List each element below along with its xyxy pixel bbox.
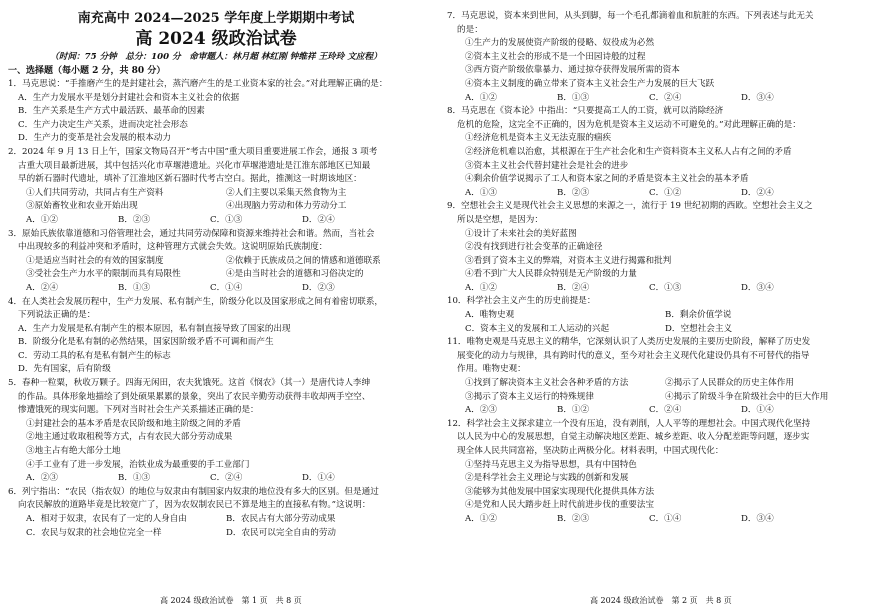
- option-item: A．②③: [465, 405, 497, 416]
- option-item: C．资本主义的发展和工人运动的兴起: [465, 323, 610, 334]
- exam-title: 南充高中 2024—2025 学年度上学期期中考试: [77, 11, 355, 26]
- question-line: 展变化的动力与规律，具有跨时代的意义，至今对社会主义现代化建设仍具有不可替代的指导: [457, 350, 810, 361]
- option-item: A．①③: [465, 187, 497, 198]
- question-line: B．阶级分化是私有制的必然结果，国家因阶级矛盾不可调和而产生: [18, 337, 274, 348]
- option-pair-row: [8, 513, 424, 527]
- option-item: A．①②: [465, 92, 497, 103]
- option-item: A．②④: [26, 282, 58, 293]
- question-line: ②经济危机难以治愈，其根源在于生产社会化和生产资料资本主义私人占有之间的矛盾: [465, 146, 792, 157]
- option-item: D．②④: [302, 214, 335, 225]
- option-item: A．①②: [26, 214, 58, 225]
- answer-choices: [447, 404, 862, 418]
- option-pair-row: [8, 187, 424, 201]
- question-line: ①封建社会的基本矛盾是农民阶级和地主阶级之间的矛盾: [26, 418, 241, 429]
- option-item: ①是适应当时社会的有效的国家制度: [26, 255, 164, 266]
- option-item: ②人们主要以采集天然食物为主: [226, 187, 347, 198]
- option-item: ①找到了解决资本主义社会各种矛盾的方法: [465, 378, 629, 389]
- question-line: D．先有国家，后有阶级: [18, 364, 111, 375]
- option-item: ②依赖于氏族成员之间的情感和道德联系: [226, 255, 381, 266]
- exam-meta: （时间：75 分钟 总分：100 分 命审题人：林月超 林红刚 钟维祥 王玲玲 文应程）: [50, 52, 382, 62]
- question-line: 惨遭饿死的现实问题。下列对当时社会生产关系描述正确的是：: [18, 405, 259, 416]
- question-line: ③西方资产阶级依靠暴力、通过掠夺获得发展所需的资本: [465, 65, 680, 76]
- section-heading: 一、选择题（每小题 2 分，共 80 分）: [8, 66, 166, 76]
- answer-choices: [8, 472, 424, 486]
- question-line: 12．科学社会主义探求建立一个没有压迫，没有剥削，人人平等的理想社会。中国式现代化坚持: [447, 418, 811, 429]
- option-item: A．相对于奴隶，农民有了一定的人身自由: [26, 514, 187, 524]
- option-item: ③受社会生产力水平的限制而具有局限性: [26, 269, 181, 280]
- left-questions: [8, 78, 424, 540]
- answer-choices: [447, 92, 862, 106]
- right-page-column: [447, 10, 862, 527]
- option-pair-row: [8, 268, 424, 282]
- answer-choices: [447, 513, 862, 527]
- question-line: C．生产力决定生产关系，进而决定社会形态: [18, 119, 188, 130]
- question-line: 以人民为中心的发展思想，自觉主动解决地区差距、城乡差距、收入分配差距等问题，逐步实: [457, 432, 810, 443]
- answer-choices: [8, 282, 424, 296]
- question-line: D．生产力的变革是社会发展的根本动力: [18, 133, 171, 144]
- option-item: B．②③: [557, 187, 590, 198]
- option-item: A．②③: [26, 473, 58, 484]
- question-line: A．生产力发展是私有制产生的根本原因，私有制直接导致了国家的出现: [18, 323, 291, 334]
- question-line: 危机的危险，这完全不正确的，因为危机是资本主义运动不可避免的。”对此理解正确的是：: [457, 119, 801, 130]
- question-line: 1．马克思说：“手推磨产生的是封建社会，蒸汽磨产生的是工业资本家的社会。”对此理解正确的是：: [8, 79, 388, 89]
- question-line: 8．马克思在《资本论》中指出：“只要提高工人的工资，就可以消除经济: [447, 106, 724, 117]
- question-line: ④剩余价值学说揭示了工人和资本家之间的矛盾是资本主义社会的基本矛盾: [465, 174, 749, 185]
- question-line: 的是：: [457, 24, 483, 35]
- answer-choices: [8, 214, 424, 228]
- question-line: 10．科学社会主义产生的历史前提是：: [447, 296, 596, 307]
- question-line: ③看到了资本主义的弊端，对资本主义进行揭露和批判: [465, 255, 672, 266]
- option-item: C．①③: [210, 214, 243, 225]
- exam-subtitle: 高 2024 级政治试卷: [135, 29, 297, 49]
- option-item: C．②④: [210, 473, 243, 484]
- question-line: ②没有找到进行社会变革的正确途径: [465, 242, 603, 253]
- option-item: D．③④: [741, 513, 774, 524]
- question-line: 5．春种一粒粟，秋收万颗子。四海无闲田，农夫犹饿死。这首《悯农》（其一）是唐代诗人李绅: [8, 378, 371, 389]
- option-pair-row: [8, 255, 424, 269]
- left-page-column: [8, 10, 424, 540]
- question-line: 6．列宁指出：“农民（指农奴）的地位与奴隶由有制国家内奴隶的地位没有多大的区别。但是通过: [8, 486, 379, 497]
- question-line: A．生产力发展水平是划分封建社会和资本主义社会的依据: [18, 92, 240, 103]
- answer-choices: [447, 282, 862, 296]
- question-line: ②是科学社会主义理论与实践的创新和发展: [465, 473, 629, 484]
- question-line: 11．唯物史观是马克思主义的精华，它深刻认识了人类历史发展的主要历史阶段，解释了历史发: [447, 337, 811, 348]
- option-item: C．②④: [649, 405, 682, 416]
- question-line: 早的新石器时代遗址，填补了江淮地区新石器时代考古空白。据此，推测这一时期该地区：: [18, 174, 362, 185]
- option-item: B．②③: [557, 513, 590, 524]
- option-item: D．③④: [741, 92, 774, 103]
- page-footer-right: 高 2024 级政治试卷 第 2 页 共 8 页: [590, 596, 732, 605]
- question-line: ④看不到广大人民群众特别是无产阶级的力量: [465, 269, 637, 280]
- option-item: B．剩余价值学说: [665, 310, 732, 321]
- question-line: ②资本主义社会的形成不是一个田园诗般的过程: [465, 51, 646, 62]
- question-line: C．劳动工具的私有是私有制产生的标志: [18, 350, 171, 361]
- question-line: ③能够为其他发展中国家实现现代化提供具体方法: [465, 486, 655, 497]
- option-item: B．②③: [118, 214, 151, 225]
- option-item: ①人们共同劳动，共同占有生产资料: [26, 187, 164, 198]
- question-line: 9．空想社会主义是现代社会主义思想的来源之一，流行于 19 世纪初期的西欧。空想社会主义之: [447, 201, 813, 212]
- question-line: 4．在人类社会发展历程中，生产力发展、私有制产生，阶级分化以及国家形成之间有着密切联系，: [8, 296, 384, 307]
- question-line: ③资本主义社会代替封建社会是社会的进步: [465, 160, 629, 171]
- question-line: ③地主占有绝大部分土地: [26, 446, 121, 457]
- option-item: D．空想社会主义: [665, 323, 733, 334]
- option-item: C．①③: [649, 282, 682, 293]
- question-line: ④是党和人民大踏步赶上时代前进步伐的重要法宝: [465, 500, 655, 511]
- option-item: D．①④: [741, 405, 774, 416]
- option-item: B．农民占有大部分劳动成果: [226, 514, 336, 524]
- option-item: C．①④: [649, 513, 682, 524]
- option-pair-row: [447, 391, 862, 405]
- question-line: 下列说法正确的是：: [18, 310, 96, 321]
- option-item: C．①④: [210, 282, 243, 293]
- page-footer-left: 高 2024 级政治试卷 第 1 页 共 8 页: [160, 596, 302, 605]
- option-pair-row: [8, 200, 424, 214]
- question-line: 中出现较多的利益冲突和矛盾时，这种管理方式就会失效。这说明原始氏族制度：: [18, 242, 328, 253]
- question-line: ②地主通过收取租税等方式，占有农民大部分劳动成果: [26, 432, 233, 443]
- option-item: A．①②: [465, 513, 497, 524]
- question-line: ①经济危机是资本主义无法克服的痼疾: [465, 133, 612, 144]
- question-line: ④手工业有了进一步发展，治铁业成为最重要的手工业部门: [26, 459, 250, 470]
- option-item: D．②④: [741, 187, 774, 198]
- question-line: B．生产关系是生产方式中最活跃、最革命的因素: [18, 106, 205, 117]
- option-item: B．①②: [557, 405, 590, 416]
- option-item: D．③④: [741, 282, 774, 293]
- option-item: C．②④: [649, 92, 682, 103]
- question-line: 3．原始氏族依靠道德和习俗管理社会，通过共同劳动保障和资源来维持社会和谐。然而，当社会: [8, 228, 375, 239]
- question-line: 现全体人民共同富裕，坚决防止两极分化。材料表明，中国式现代化：: [457, 446, 724, 456]
- option-item: ④出现脑力劳动和体力劳动分工: [226, 201, 347, 212]
- option-item: ②揭示了人民群众的历史主体作用: [665, 378, 794, 389]
- option-item: C．①②: [649, 187, 682, 198]
- option-item: A．唯物史观: [465, 310, 515, 321]
- option-item: ④是由当时社会的道德和习俗决定的: [226, 269, 364, 280]
- option-item: D．①④: [302, 473, 335, 484]
- right-questions: [447, 10, 862, 527]
- question-line: 的作品。具体形象地描绘了到处硕果累累的景象，突出了农民辛勤劳动获得丰收却两手空空、: [18, 391, 371, 402]
- question-line: 古重大项目最新进展，其中包括兴化市草堰港遗址。兴化市草堰港遗址是江淮东部地区已知最: [18, 160, 371, 171]
- option-item: C．农民与奴隶的社会地位完全一样: [26, 527, 162, 538]
- question-line: 作用。唯物史观：: [457, 364, 526, 375]
- option-item: B．②④: [557, 282, 590, 293]
- question-line: ④资本主义制度的确立带来了资本主义社会生产力发展的巨大飞跃: [465, 78, 715, 89]
- question-line: ①生产力的发展使资产阶级的侵略、奴役成为必然: [465, 38, 655, 49]
- answer-choices: [447, 187, 862, 201]
- option-pair-row: [447, 309, 862, 323]
- option-item: A．①②: [465, 282, 497, 293]
- option-item: ④揭示了阶级斗争在阶级社会中的巨大作用: [665, 391, 829, 402]
- option-item: B．①③: [557, 92, 590, 103]
- question-line: 向农民解放的道路毕竟是比较宽广了，因为农奴制农民已不算是地主的直接私有物。”这说明：: [18, 500, 371, 511]
- question-line: 7．马克思说，资本来到世间，从头到脚，每一个毛孔都滴着血和肮脏的东西。下列表述与此无关: [447, 11, 814, 21]
- question-line: 2．2024 年 9 月 13 日上午，国家文物局召开“考古中国”重大项目重要进展工作会，通报 3 项考: [8, 146, 378, 157]
- question-line: 所以是空想，是因为：: [457, 214, 543, 225]
- option-item: ③揭示了资本主义运行的特殊规律: [465, 391, 594, 402]
- option-pair-row: [447, 323, 862, 337]
- option-item: D．②③: [302, 282, 335, 293]
- option-item: ③原始畜牧业和农业开始出现: [26, 201, 138, 212]
- option-item: B．①③: [118, 473, 151, 484]
- option-pair-row: [447, 377, 862, 391]
- question-line: ①设计了未来社会的美好蓝图: [465, 228, 577, 239]
- option-item: B．①③: [118, 282, 151, 293]
- option-pair-row: [8, 527, 424, 541]
- question-line: ①坚持马克思主义为指导思想，具有中国特色: [465, 459, 637, 470]
- option-item: D．农民可以完全自由的劳动: [226, 527, 337, 538]
